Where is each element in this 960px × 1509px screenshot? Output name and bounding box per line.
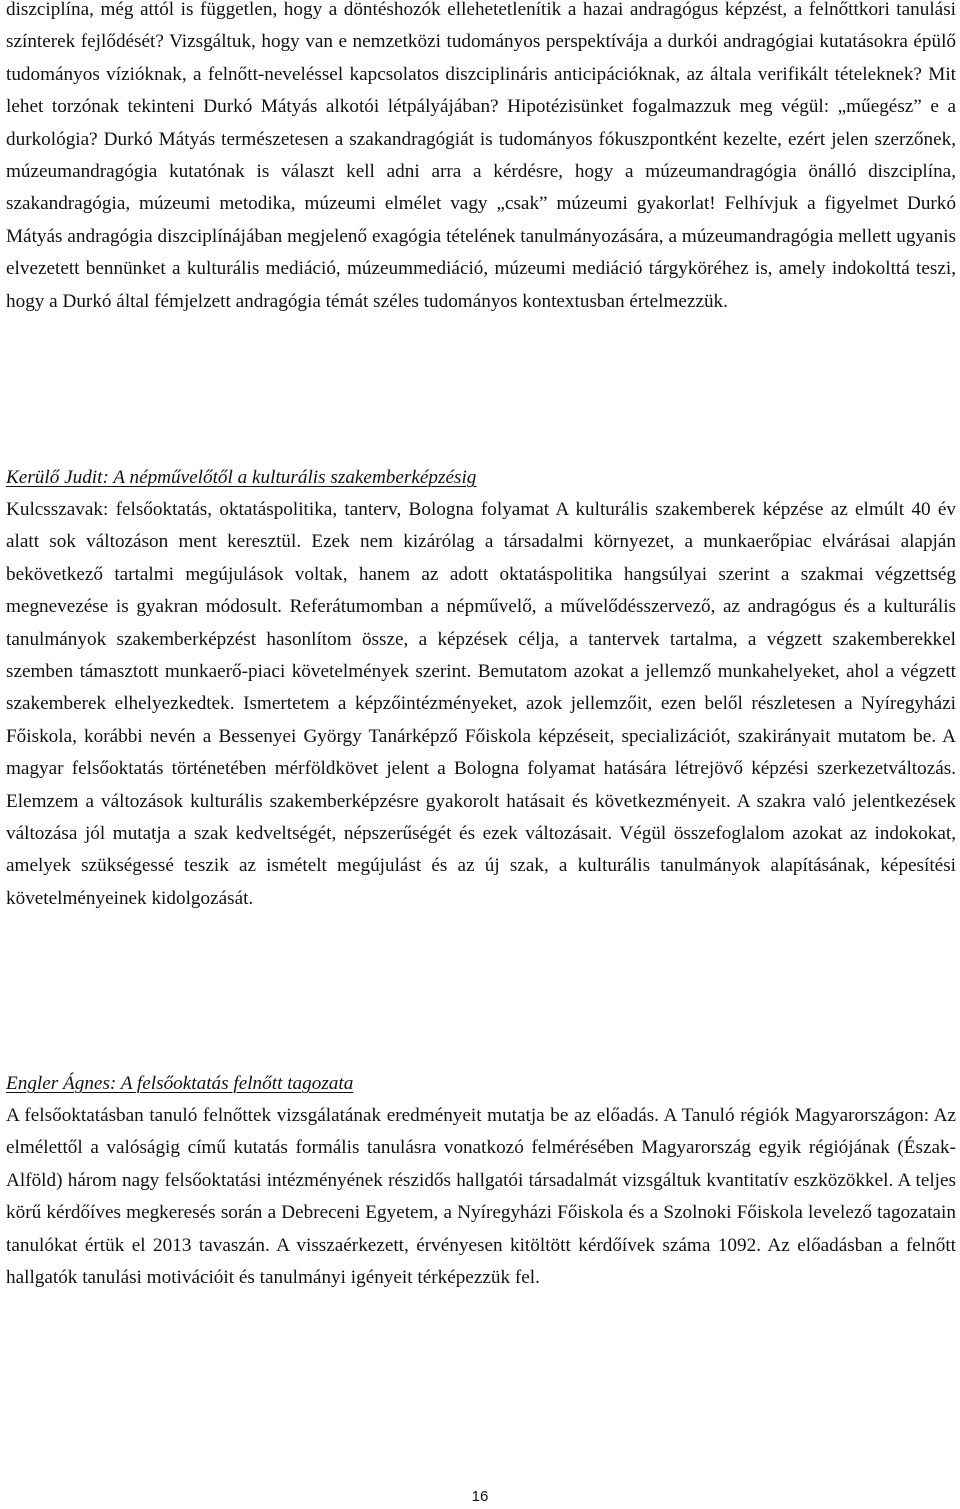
section-title-kerulo: Kerülő Judit: A népművelőtől a kulturális szakemberképzésig (6, 467, 477, 488)
page-number: 16 (471, 1488, 489, 1505)
intro-paragraph: diszciplína, még attól is független, hogy a döntéshozók ellehetetlenítik a hazai andragógus képzést, a felnőttkori tanulási színterek fejlődését? Vizsgáltuk, hogy van e nemzetközi tudományos perspektívája a durkói andragógiai kutatásokra épülő tudományos vízióknak, a felnőtt-neveléssel kapcsolatos diszciplináris anticipációknak, az általa verifikált tételeknek? Mit lehet torzónak tekinteni Durkó Mátyás alkotói létpályájában? Hipotézisünket fogalmazzuk meg végül: „műegész” e a durkológia? Durkó Mátyás természetesen a szakandragógiát is tudományos fókuszpontként kezelte, ezért jelen szerzőnek, múzeumandragógia kutatónak is választ kell adni arra a kérdésre, hogy a múzeumandragógia önálló diszciplína, szakandragógia, múzeumi metodika, múzeumi elmélet vagy „csak” múzeumi gyakorlat! Felhívjuk a figyelmet Durkó Mátyás andragógia diszciplínájában megjelenő exagógia tételének tanulmányozására, a múzeumandragógia mellett ugyanis elvezetett bennünket a kulturális mediáció, múzeummediáció, múzeumi mediáció tárgyköréhez is, amely indokolttá teszi, hogy a Durkó által fémjelzett andragógia témát széles tudományos kontextusban értelmezzük. (6, 0, 956, 312)
section-body-kerulo: Kulcsszavak: felsőoktatás, oktatáspolitika, tanterv, Bologna folyamat A kulturális szakemberek képzése az elmúlt 40 év alatt sok változáson ment keresztül. Ezek nem kizárólag a társadalmi környezet, a munkaerőpiac elvárásai alapján bekövetkező tartalmi megújulások voltak, hanem az adott oktatáspolitika hangsúlyai szerint a szakmai végzettség megnevezése is gyakran módosult. Referátumomban a népművelő, a művelődésszervező, az andragógus és a kulturális tanulmányok szakemberképzést hasonlítom össze, a képzések célja, a tantervek tartalma, a végzett szakemberekkel szemben támasztott munkaerő-piaci követelmények szerint. Bemutatom azokat a jellemző munkahelyeket, ahol a végzett szakemberek elhelyezkedtek. Ismertetem a képzőintézményeket, azok jellemzőit, ezen belől részletesen a Nyíregyházi Főiskola, korábbi nevén a Bessenyei György Tanárképző Főiskola képzéseit, specializációt, szakirányait mutatom be. A magyar felsőoktatás történetében mérföldkövet jelent a Bologna folyamat hatására létrejövő képzési szerkezetváltozás. Elemzem a változások kulturális szakemberképzésre gyakorolt hatásait és következményeit. A szakra való jelentkezések változása jól mutatja a szak kedveltségét, népszerűségét és ezek változásait. Végül összefoglalom azokat az indokokat, amelyek szükségessé teszik az ismételt megújulást és az új szak, a kulturális tanulmányok alapításának, képesítési követelményeinek kidolgozását. (6, 499, 956, 909)
section-title-engler: Engler Ágnes: A felsőoktatás felnőtt tagozata (6, 1073, 354, 1094)
section-body-engler: A felsőoktatásban tanuló felnőttek vizsgálatának eredményeit mutatja be az előadás. A Tanuló régiók Magyarországon: Az elmélettől a valóságig című kutatás formális tanulásra vonatkozó felmérésében Magyarország egyik régiójának (Észak-Alföld) három nagy felsőoktatási intézményének részidős hallgatói társadalmát vizsgáltuk kvantitatív eszközökkel. A teljes körű kérdőíves megkeresés során a Debreceni Egyetem, a Nyíregyházi Főiskola és a Szolnoki Főiskola levelező tagozatain tanulókat értük el 2013 tavaszán. A visszaérkezett, érvényesen kitöltött kérdőívek száma 1092. Az előadásban a felnőtt hallgatók tanulási motivációit és tanulmányi igényeit térképezzük fel. (6, 1105, 956, 1289)
